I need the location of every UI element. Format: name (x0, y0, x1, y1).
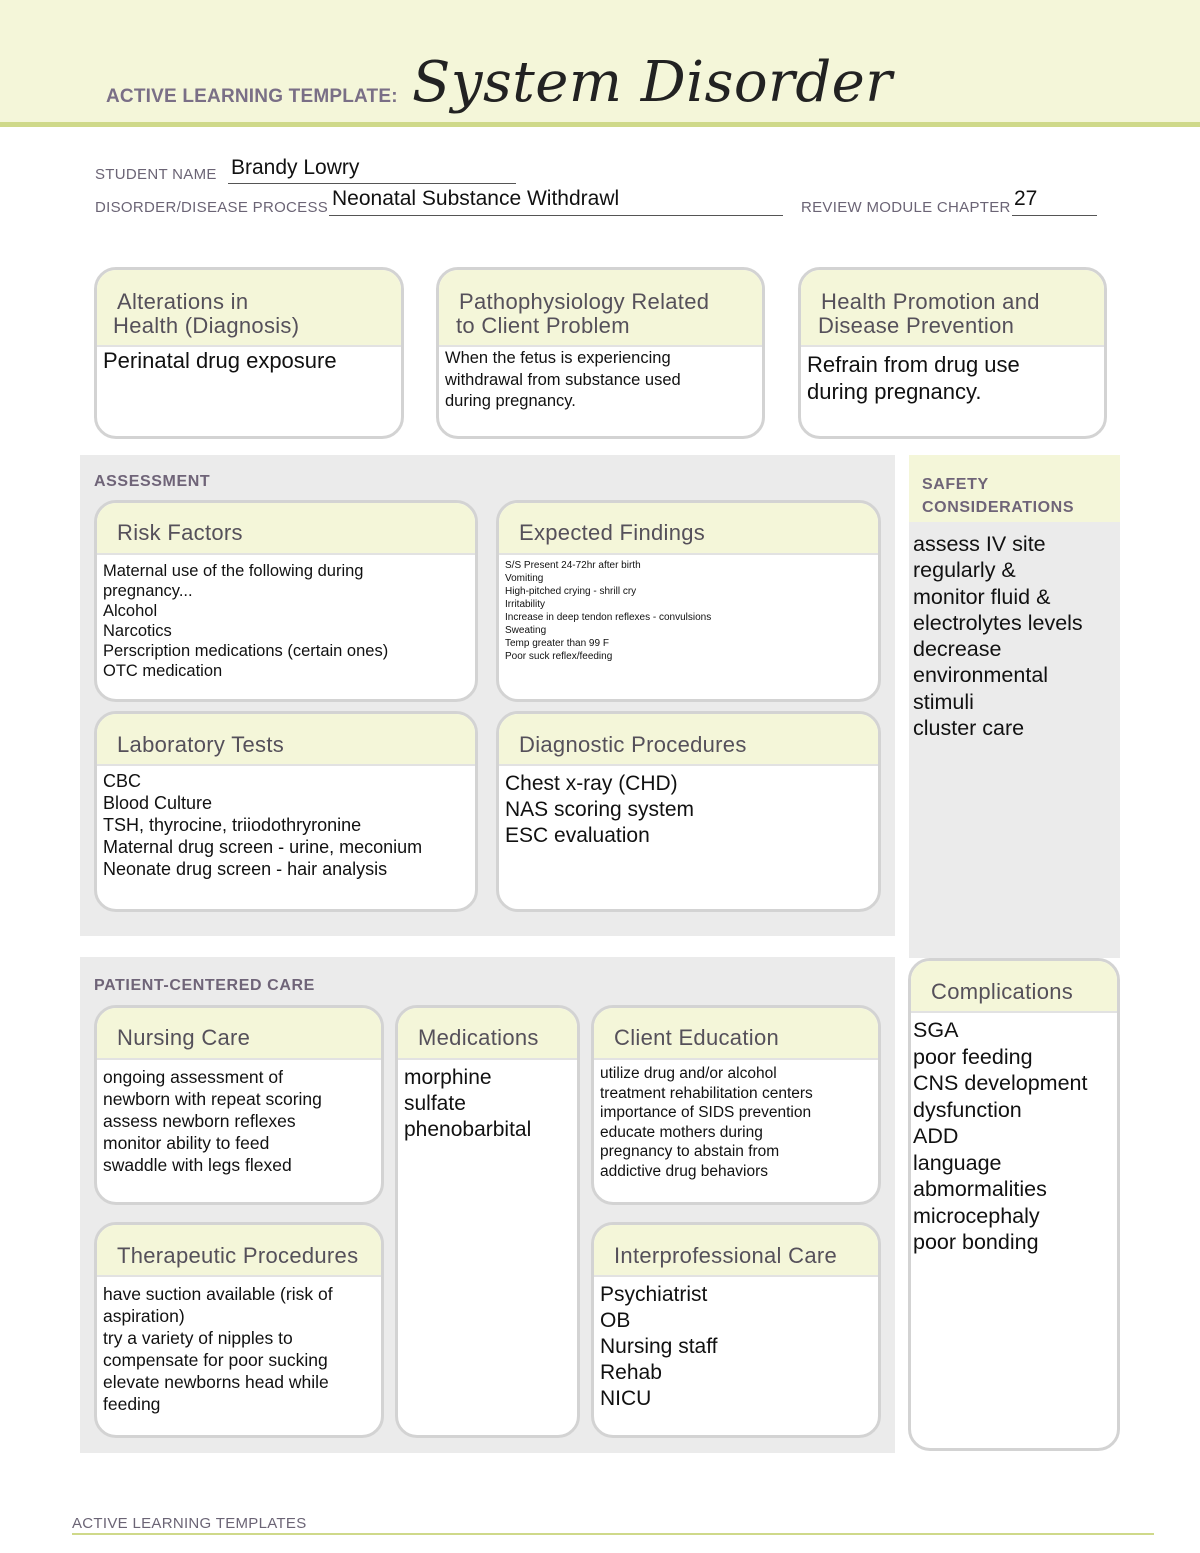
interprofessional-title: Interprofessional Care (594, 1225, 878, 1277)
complications-body[interactable] (911, 1013, 1117, 1256)
complications-line: poor feeding (913, 1044, 1033, 1069)
diagnostic-line: Chest x-ray (CHD) (505, 772, 678, 795)
lab-tests-line: Maternal drug screen - urine, meconium (103, 837, 423, 857)
header-rule (0, 122, 1200, 127)
assessment-section-title: ASSESSMENT (94, 473, 211, 490)
nursing-care-line: swaddle with legs flexed (103, 1155, 292, 1175)
alterations-title-line2: Health (Diagnosis) (113, 313, 300, 338)
pathophysiology-line: during pregnancy. (445, 392, 576, 410)
therapeutic-line: have suction available (risk of (103, 1284, 333, 1304)
diagnostic-line: NAS scoring system (505, 798, 695, 821)
health-promotion-body[interactable] (801, 347, 1104, 405)
lab-tests-line: TSH, thyrocine, triiodothryronine (103, 815, 362, 835)
student-name-line (228, 183, 516, 184)
therapeutic-box (94, 1222, 384, 1438)
therapeutic-line: feeding (103, 1394, 161, 1414)
chapter-value[interactable]: 27 (1014, 187, 1038, 210)
interprofessional-line: Rehab (600, 1361, 662, 1384)
pathophysiology-title-line2: to Client Problem (456, 313, 630, 338)
nursing-care-line: newborn with repeat scoring (103, 1089, 322, 1109)
template-label: ACTIVE LEARNING TEMPLATE: (106, 86, 398, 107)
risk-factors-line: Perscription medications (certain ones) (103, 642, 389, 660)
client-education-line: treatment rehabilitation centers (600, 1084, 813, 1102)
expected-findings-line: Irritability (505, 599, 546, 610)
health-promotion-box (798, 267, 1107, 439)
disorder-line (329, 215, 783, 216)
lab-tests-line: Neonate drug screen - hair analysis (103, 859, 388, 879)
risk-factors-line: Alcohol (103, 602, 158, 620)
nursing-care-line: ongoing assessment of (103, 1067, 283, 1087)
footer-text: ACTIVE LEARNING TEMPLATES (72, 1515, 307, 1532)
safety-body[interactable] (913, 531, 1083, 741)
pathophysiology-body[interactable] (439, 347, 762, 413)
health-promotion-title-line1: Health Promotion and (821, 289, 1040, 314)
nursing-care-box (94, 1005, 384, 1205)
patient-care-section-title: PATIENT-CENTERED CARE (94, 977, 315, 994)
expected-findings-box (496, 500, 881, 702)
safety-line: decrease (913, 637, 1002, 662)
health-promotion-line: Refrain from drug use (807, 352, 1020, 377)
interprofessional-body[interactable] (594, 1277, 878, 1412)
pathophysiology-box (436, 267, 765, 439)
chapter-label: REVIEW MODULE CHAPTER (801, 199, 1011, 216)
nursing-care-body[interactable] (97, 1060, 381, 1176)
pathophysiology-line: withdrawal from substance used (445, 370, 681, 389)
interprofessional-line: Psychiatrist (600, 1283, 708, 1306)
expected-findings-line: Vomiting (505, 573, 544, 584)
diagnostic-procedures-box (496, 711, 881, 912)
risk-factors-body[interactable] (97, 555, 475, 681)
client-education-line: importance of SIDS prevention (600, 1104, 812, 1121)
medications-line: phenobarbital (404, 1118, 532, 1141)
complications-line: language (913, 1150, 1002, 1175)
complications-box (908, 958, 1120, 1451)
therapeutic-line: elevate newborns head while (103, 1372, 329, 1392)
therapeutic-line: try a variety of nipples to (103, 1328, 293, 1348)
medications-body[interactable] (398, 1060, 577, 1143)
safety-line: electrolytes levels (913, 610, 1083, 635)
therapeutic-line: aspiration) (103, 1306, 185, 1326)
complications-line: poor bonding (913, 1230, 1039, 1254)
medications-box (395, 1005, 580, 1438)
safety-line: regularly & (913, 558, 1016, 583)
safety-line: cluster care (913, 716, 1025, 741)
expected-findings-body[interactable] (499, 555, 878, 663)
alterations-box (94, 267, 404, 439)
lab-tests-title: Laboratory Tests (97, 714, 475, 766)
interprofessional-line: NICU (600, 1387, 652, 1410)
health-promotion-title (801, 270, 1104, 347)
safety-line: assess IV site (913, 532, 1046, 556)
complications-line: dysfunction (913, 1097, 1022, 1122)
medications-line: sulfate (404, 1092, 466, 1115)
diagnostic-procedures-body[interactable] (499, 766, 878, 849)
expected-findings-title: Expected Findings (499, 503, 878, 555)
complications-title: Complications (911, 961, 1117, 1013)
health-promotion-title-line2: Disease Prevention (818, 313, 1015, 338)
safety-title-line2: CONSIDERATIONS (922, 499, 1075, 516)
client-education-line: pregnancy to abstain from (600, 1143, 780, 1160)
expected-findings-line: High-pitched crying - shrill cry (505, 586, 637, 597)
safety-section (909, 455, 1120, 958)
complications-line: CNS development (913, 1071, 1088, 1095)
expected-findings-line: Poor suck reflex/feeding (505, 651, 613, 662)
diagnostic-procedures-title: Diagnostic Procedures (499, 714, 878, 766)
alterations-title-line1: Alterations in (117, 289, 249, 314)
risk-factors-title: Risk Factors (97, 503, 475, 555)
pathophysiology-line: When the fetus is experiencing (445, 349, 671, 367)
complications-line: ADD (913, 1124, 959, 1148)
therapeutic-body[interactable] (97, 1277, 381, 1415)
lab-tests-box (94, 711, 478, 912)
alterations-title (97, 270, 401, 347)
health-promotion-line: during pregnancy. (807, 379, 982, 404)
client-education-body[interactable] (594, 1060, 878, 1181)
expected-findings-line: Increase in deep tendon reflexes - convulsions (505, 612, 712, 623)
expected-findings-line: Sweating (505, 625, 547, 636)
disorder-label: DISORDER/DISEASE PROCESS (95, 199, 329, 216)
expected-findings-line: Temp greater than 99 F (505, 638, 609, 649)
client-education-line: utilize drug and/or alcohol (600, 1065, 777, 1082)
template-title: System Disorder (412, 50, 893, 115)
risk-factors-line: Maternal use of the following during (103, 562, 364, 580)
client-education-title: Client Education (594, 1008, 878, 1060)
student-name-value[interactable]: Brandy Lowry (231, 156, 360, 179)
medications-line: morphine (404, 1066, 492, 1089)
lab-tests-line: CBC (103, 771, 142, 791)
nursing-care-line: monitor ability to feed (103, 1133, 270, 1153)
safety-line: environmental (913, 663, 1049, 688)
client-education-line: addictive drug behaviors (600, 1162, 769, 1180)
nursing-care-line: assess newborn reflexes (103, 1111, 296, 1131)
safety-title (922, 473, 1074, 519)
pathophysiology-title-line1: Pathophysiology Related (459, 289, 710, 314)
complications-line: abmormalities (913, 1177, 1047, 1201)
safety-line: stimuli (913, 689, 974, 714)
disorder-value[interactable]: Neonatal Substance Withdrawl (332, 187, 620, 210)
medications-title: Medications (398, 1008, 577, 1060)
chapter-line (1012, 215, 1097, 216)
interprofessional-box (591, 1222, 881, 1438)
lab-tests-body[interactable] (97, 766, 475, 880)
complications-line: microcephaly (913, 1203, 1040, 1228)
expected-findings-line: S/S Present 24-72hr after birth (505, 560, 641, 571)
client-education-line: educate mothers during (600, 1123, 763, 1141)
diagnostic-line: ESC evaluation (505, 824, 650, 847)
complications-line: SGA (913, 1018, 959, 1042)
interprofessional-line: Nursing staff (600, 1335, 718, 1358)
risk-factors-line: pregnancy... (103, 582, 193, 600)
risk-factors-box (94, 500, 478, 702)
therapeutic-title: Therapeutic Procedures (97, 1225, 381, 1277)
alterations-line: Perinatal drug exposure (103, 348, 337, 373)
student-name-label: STUDENT NAME (95, 166, 217, 183)
risk-factors-line: Narcotics (103, 622, 172, 640)
nursing-care-title: Nursing Care (97, 1008, 381, 1060)
alterations-body[interactable] (97, 347, 401, 375)
interprofessional-line: OB (600, 1309, 631, 1332)
footer-rule (72, 1533, 1154, 1535)
pathophysiology-title (439, 270, 762, 347)
therapeutic-line: compensate for poor sucking (103, 1350, 328, 1370)
risk-factors-line: OTC medication (103, 662, 223, 680)
lab-tests-line: Blood Culture (103, 793, 213, 813)
safety-title-line1: SAFETY (922, 476, 989, 493)
safety-line: monitor fluid & (913, 584, 1051, 609)
client-education-box (591, 1005, 881, 1205)
